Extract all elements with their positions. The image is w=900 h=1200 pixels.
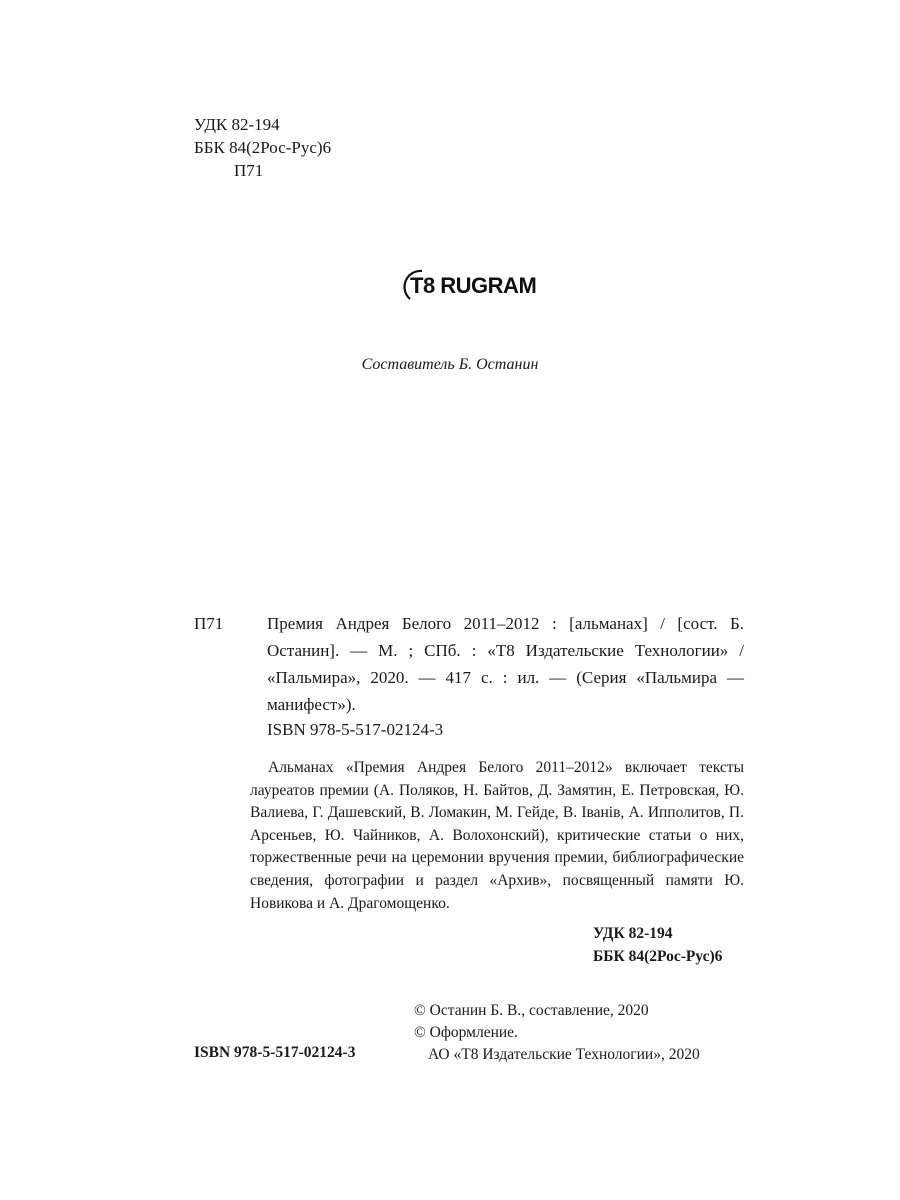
copyright-line-1: © Останин Б. В., составление, 2020 <box>414 1002 649 1019</box>
compiler-credit: Составитель Б. Останин <box>361 356 539 373</box>
entry-text: Премия Андрея Белого 2011–2012 : [альманах] / [сост. Б. Останин]. — М. ; СПб. : «Т8 Издательские Технологии» / «Пальмира», 2020. — 417 с. : ил. — (Серия «Пальмира — манифест»). <box>267 614 744 714</box>
copyright-line-2: © Оформление. <box>414 1024 518 1041</box>
classification-codes <box>194 113 331 182</box>
publisher-logo <box>400 265 540 305</box>
copyright-line-3: АО «Т8 Издательские Технологии», 2020 <box>428 1046 700 1063</box>
footer-bbk: ББК 84(2Рос-Рус)6 <box>593 948 723 965</box>
isbn-footer: ISBN 978-5-517-02124-3 <box>194 1044 356 1061</box>
footer-udk: УДК 82-194 <box>593 925 673 942</box>
copyright-block <box>414 1000 700 1066</box>
bibliographic-entry <box>194 610 744 718</box>
author-mark: П71 <box>234 161 264 180</box>
footer-classification-codes <box>593 922 722 968</box>
entry-code: П71 <box>194 614 224 633</box>
udk-code: УДК 82-194 <box>194 115 280 134</box>
bbk-code: ББК 84(2Рос-Рус)6 <box>194 138 332 157</box>
annotation: Альманах «Премия Андрея Белого 2011–2012» включает тексты лауреатов премии (А. Поляков, Н. Байтов, Д. Замятин, Е. Петровская, Ю. Валиева, Г. Дашевский, В. Ломакин, М. Гейде, В. Іванів, А. Ипполитов, П. Арсеньев, Ю. Чайников, А. Волохонский), критические статьи о них, торжественные речи на церемонии вручения премии, библиографические сведения, фотографии и раздел «Архив», посвященный памяти Ю. Новикова и А. Драгомощенко. <box>250 759 744 912</box>
isbn-main: ISBN 978-5-517-02124-3 <box>267 720 444 739</box>
logo-text: T8 RUGRAM <box>410 273 537 298</box>
